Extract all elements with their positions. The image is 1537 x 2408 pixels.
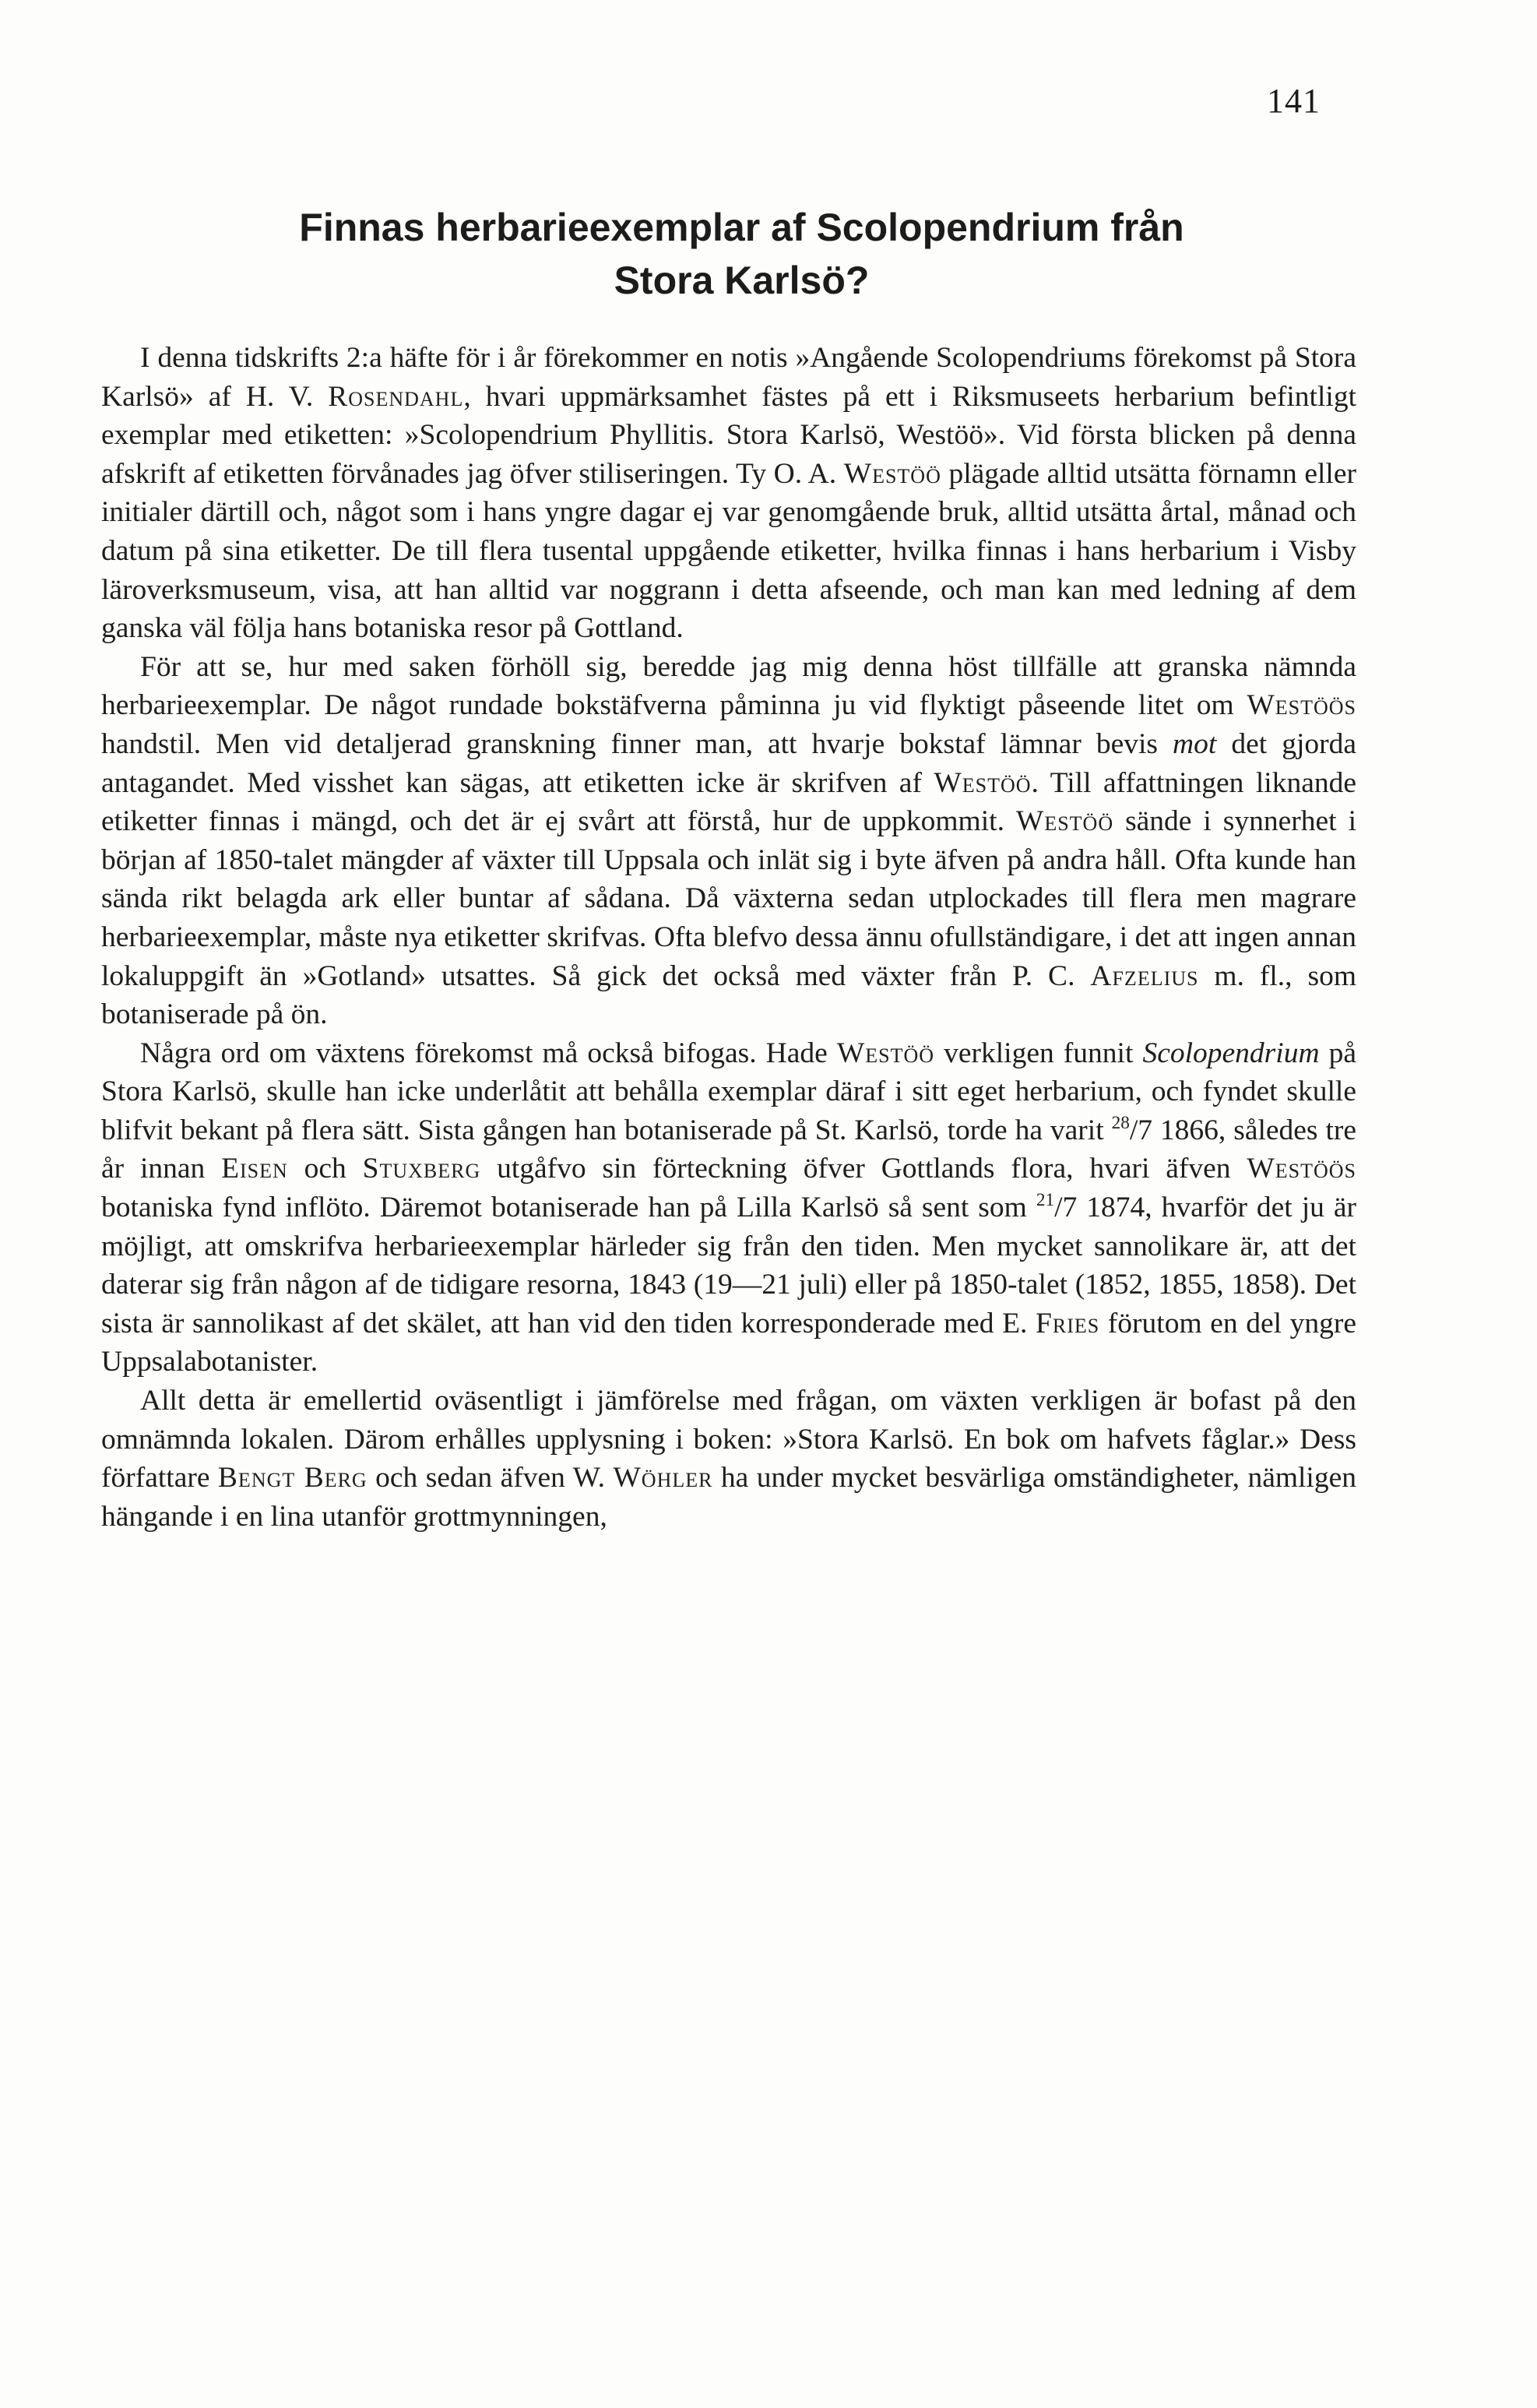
- title-line-2: Stora Karlsö?: [614, 259, 870, 302]
- text-run: /7 1874, hvarför det ju är möjligt, att omskrifva herbarieexemplar härleder sig från den tiden. Men mycket sannolikare är, att det daterar sig från någon af de tidigare resorna, 1843 (19—21 juli) eller på 1850-talet (1852, 1855, 1858). Det sista är sannolikast af det skälet, att han vid den tiden korresponderade med E.: [101, 1192, 1356, 1340]
- text-run: handstil. Men vid detaljerad granskning finner man, att hvarje bokstaf lämnar bevis: [101, 727, 1173, 760]
- text-run: sände i synnerhet i början af 1850-talet mängder af växter till Uppsala och inlät sig i byte äfven på andra håll. Ofta kunde han sända rikt belagda ark eller buntar af sådana. Då växterna sedan utplockades till flera men magrare herbarieexemplar, måste nya etiketter skrifvas. Ofta blefvo dessa ännu ofullständigare, i det att ingen annan lokaluppgift än »Gotland» utsattes. Så gick det också med växter från P. C.: [101, 805, 1356, 992]
- text-run: m. fl., som botaniserade på ön.: [101, 959, 1357, 1031]
- text-run: verkligen funnit: [934, 1037, 1143, 1069]
- text-run: Några ord om växtens förekomst må också bifogas. Hade: [140, 1037, 837, 1069]
- text-run: och sedan äfven W.: [367, 1462, 614, 1494]
- text-run: botaniska fynd inflöto. Däremot botaniserade han på Lilla Karlsö så sent som: [101, 1192, 1036, 1224]
- author-name: Bengt Berg: [217, 1462, 368, 1494]
- author-name: Westöö: [934, 766, 1032, 799]
- page-number: 141: [1267, 82, 1321, 120]
- title-line-1: Finnas herbarieexemplar af Scolopendrium från: [299, 206, 1184, 249]
- text-run: det gjorda antagandet. Med visshet kan sägas, att etiketten icke är skrifven af: [101, 727, 1356, 799]
- author-name: Stuxberg: [362, 1153, 481, 1185]
- author-name: Wöhler: [613, 1462, 713, 1494]
- text-run: förutom en del yngre Uppsalabotanister.: [101, 1307, 1356, 1378]
- author-name: Westöös: [1247, 1153, 1356, 1185]
- species-name: Scolopendrium: [1142, 1037, 1320, 1069]
- article-body: [101, 339, 1356, 1536]
- author-name: Westöö: [843, 457, 941, 490]
- date-superscript: 28: [1111, 1112, 1130, 1133]
- author-name: Eisen: [221, 1153, 288, 1185]
- emphasis: mot: [1173, 727, 1217, 760]
- author-name: Afzelius: [1090, 959, 1199, 992]
- author-name: Rosendahl: [328, 380, 464, 413]
- author-name: Westöös: [1247, 689, 1356, 722]
- text-run: på Stora Karlsö, skulle han icke underlåtit att behålla exemplar däraf i sitt eget herbarium, och fyndet skulle blifvit bekant på flera sätt. Sista gången han botaniserade på St. Karlsö, torde ha varit: [101, 1037, 1356, 1146]
- text-run: ha under mycket besvärliga omständigheter, nämligen hängande i en lina utanför grottmynningen,: [101, 1462, 1356, 1533]
- paragraph-1: [101, 339, 1356, 648]
- paragraph-4: [101, 1382, 1356, 1536]
- text-run: Allt detta är emellertid oväsentligt i jämförelse med frågan, om växten verkligen är bofast på den omnämnda lokalen. Därom erhålles upplysning i boken: »Stora Karlsö. En bok om hafvets fåglar.» Dess författare: [101, 1385, 1356, 1494]
- text-run: För att se, hur med saken förhöll sig, beredde jag mig denna höst tillfälle att granska nämnda herbarieexemplar. De något rundade bokstäfverna påminna ju vid flyktigt påseende litet om: [101, 650, 1356, 722]
- text-run: och: [287, 1153, 363, 1185]
- author-name: Westöö: [1015, 805, 1114, 838]
- paragraph-3: [101, 1034, 1356, 1382]
- text-run: . Till affattningen liknande etiketter finnas i mängd, och det är ej svårt att förstå, hur de uppkommit.: [101, 766, 1356, 838]
- date-superscript: 21: [1036, 1190, 1055, 1211]
- article-title: [101, 201, 1382, 307]
- author-name: Fries: [1036, 1307, 1100, 1340]
- text-run: plägade alltid utsätta förnamn eller initialer därtill och, något som i hans yngre dagar ej var genomgående bruk, alltid utsätta årtal, månad och datum på sina etiketter. De till flera tusental uppgående etiketter, hvilka finnas i hans herbarium i Visby läroverksmuseum, visa, att han alltid var noggrann i detta afseende, och man kan med ledning af dem ganska väl följa hans botaniska resor på Gottland.: [101, 457, 1356, 645]
- text-run: , hvari uppmärksamhet fästes på ett i Riksmuseets herbarium befintligt exemplar med etiketten: »Scolopendrium Phyllitis. Stora Karlsö, Westöö». Vid första blicken på denna afskrift af etiketten förvånades jag öfver stiliseringen. Ty O. A.: [101, 380, 1356, 490]
- paragraph-2: [101, 648, 1356, 1034]
- author-name: Westöö: [836, 1037, 935, 1069]
- text-run: I denna tidskrifts 2:a häfte för i år förekommer en notis »Angående Scolopendriums förekomst på Stora Karlsö» af H. V.: [101, 342, 1356, 413]
- text-run: /7 1866, således tre år innan: [101, 1114, 1356, 1185]
- text-run: utgåfvo sin förteckning öfver Gottlands flora, hvari äfven: [480, 1153, 1247, 1185]
